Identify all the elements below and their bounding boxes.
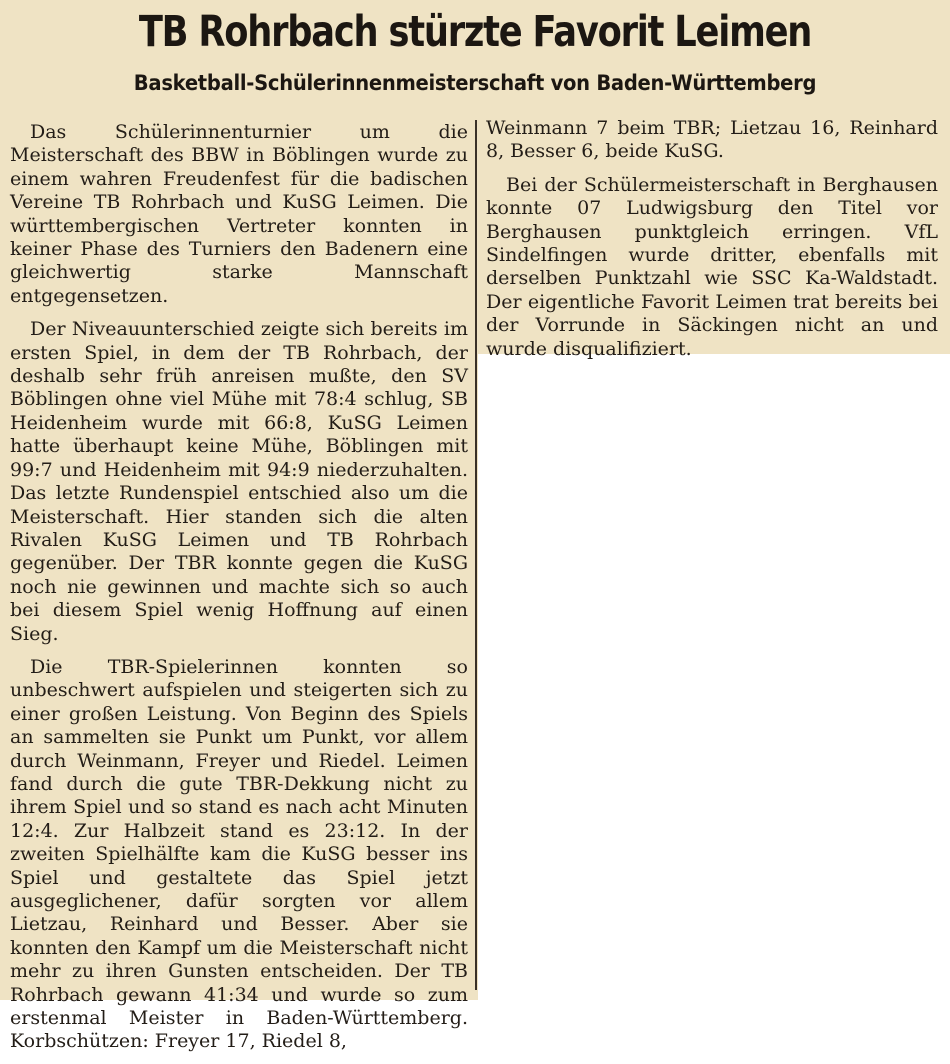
paragraph-level-difference: Der Niveauunterschied zeigte sich bereits im ersten Spiel, in dem der TB Rohrbach, der deshalb sehr früh anreisen mußte, den SV Böblingen ohne viel Mühe mit 78:4 schlug, SB Heidenheim wurde mit 66:8, KuSG Leimen hatte überhaupt keine Mühe, Böblingen mit 99:7 und Heidenheim mit 94:9 niederzuhalten. Das letzte Rundenspiel entschied also um die Meisterschaft. Hier standen sich die alten Rivalen KuSG Leimen und TB Rohrbach gegenüber. Der TBR konnte gegen die KuSG noch nie gewinnen und machte sich so auch bei diesem Spiel wenig Hoffnung auf einen Sieg. <box>10 318 468 645</box>
paragraph-final-game: Die TBR-Spielerinnen konnten so unbeschwert aufspielen und steigerten sich zu einer großen Leistung. Von Beginn des Spiels an sammelten sie Punkt um Punkt, vor allem durch Weinmann, Freyer und Riedel. Leimen fand durch die gute TBR-Dekkung nicht zu ihrem Spiel und so stand es nach acht Minuten 12:4. Zur Halbzeit stand es 23:12. In der zweiten Spielhälfte kam die KuSG besser ins Spiel und gestaltete das Spiel jetzt ausgeglichener, dafür sorgten vor allem Lietzau, Reinhard und Besser. Aber sie konnten den Kampf um die Meisterschaft nicht mehr zu ihren Gunsten entscheiden. Der TB Rohrbach gewann 41:34 und wurde so zum erstenmal Meister in Baden-Württemberg. Korbschützen: Freyer 17, Riedel 8, <box>10 655 468 1053</box>
left-text-column <box>10 121 468 1064</box>
paragraph-boys-championship: Bei der Schülermeisterschaft in Berghausen konnte 07 Ludwigsburg den Titel vor Berghausen punktgleich erringen. VfL Sindelfingen wurde dritter, ebenfalls mit derselben Punktzahl wie SSC Ka-Waldstadt. Der eigentliche Favorit Leimen trat bereits bei der Vorrunde in Säckingen nicht an und wurde disqualifiziert. <box>486 173 938 360</box>
article-subheadline: Basketball-Schülerinnenmeisterschaft von Baden-Württemberg <box>133 71 817 95</box>
article-headline: TB Rohrbach stürzte Favorit Leimen <box>138 7 812 57</box>
paragraph-tournament-intro: Das Schülerinnenturnier um die Meisterschaft des BBW in Böblingen wurde zu einem wahren Freudenfest für die badischen Vereine TB Rohrbach und KuSG Leimen. Die württembergischen Vertreter konnten in keiner Phase des Turniers den Badenern eine gleichwertig starke Mannschaft entgegensetzen. <box>10 121 468 307</box>
column-divider <box>475 120 477 990</box>
right-text-column <box>486 117 938 371</box>
paragraph-scorers-continued: Weinmann 7 beim TBR; Lietzau 16, Reinhard 8, Besser 6, beide KuSG. <box>486 117 938 163</box>
